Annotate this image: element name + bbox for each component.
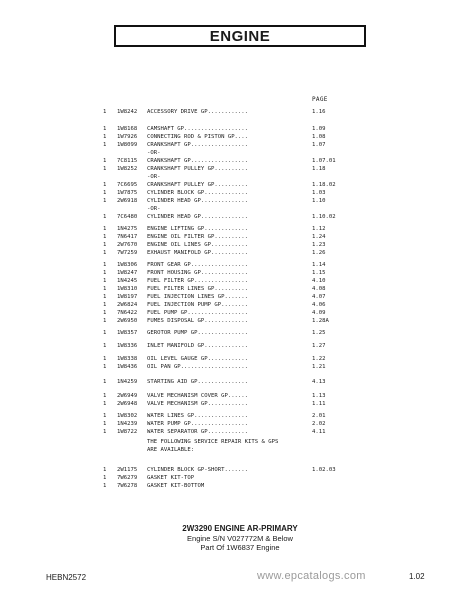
page-reference: 1.10.02 [312, 214, 336, 220]
item-quantity: 1 [103, 214, 107, 220]
page-reference: 1.27 [312, 343, 326, 349]
part-description: CAMSHAFT GP................... [147, 126, 249, 132]
item-quantity: 1 [103, 467, 107, 473]
part-number: 2W7670 [117, 242, 138, 248]
part-number: 1W8336 [117, 343, 138, 349]
part-description: -OR- [147, 174, 161, 180]
item-quantity: 1 [103, 475, 107, 481]
item-quantity: 1 [103, 278, 107, 284]
part-number: 1W8357 [117, 330, 138, 336]
item-quantity: 1 [103, 286, 107, 292]
part-description: CYLINDER HEAD GP.............. [147, 198, 249, 204]
item-quantity: 1 [103, 182, 107, 188]
item-quantity: 1 [103, 198, 107, 204]
page-reference: 4.10 [312, 278, 326, 284]
part-description: CYLINDER BLOCK GP............. [147, 190, 249, 196]
page-reference: 1.18.02 [312, 182, 336, 188]
item-quantity: 1 [103, 364, 107, 370]
part-number: 1W7875 [117, 190, 138, 196]
page-reference: 1.12 [312, 226, 326, 232]
part-description: CRANKSHAFT GP................. [147, 158, 249, 164]
part-number: 1N4245 [117, 278, 138, 284]
item-quantity: 1 [103, 413, 107, 419]
part-description: INLET MANIFOLD GP............. [147, 343, 249, 349]
page-reference: 1.28A [312, 318, 329, 324]
item-quantity: 1 [103, 109, 107, 115]
part-description: CYLINDER HEAD GP.............. [147, 214, 249, 220]
part-description: FUEL FILTER LINES GP.......... [147, 286, 249, 292]
part-description: OIL LEVEL GAUGE GP............ [147, 356, 249, 362]
section-title: ENGINE [114, 25, 366, 47]
page-reference: 1.09 [312, 126, 326, 132]
part-number: 1W8338 [117, 356, 138, 362]
part-description: WATER SEPARATOR GP............ [147, 429, 249, 435]
part-number: 7C6480 [117, 214, 138, 220]
part-number: 7W6279 [117, 475, 138, 481]
part-description: WATER LINES GP................ [147, 413, 249, 419]
part-description: CRANKSHAFT PULLEY GP.......... [147, 182, 249, 188]
part-description: FUEL INJECTION LINES GP....... [147, 294, 249, 300]
part-number: 1W8310 [117, 286, 138, 292]
part-description: GASKET KIT-TOP [147, 475, 195, 481]
part-number: 2W6918 [117, 198, 138, 204]
page-reference: 4.11 [312, 429, 326, 435]
page-reference: 1.23 [312, 242, 326, 248]
page-reference: 2.01 [312, 413, 326, 419]
page-reference: 1.14 [312, 262, 326, 268]
item-quantity: 1 [103, 226, 107, 232]
part-description: CRANKSHAFT GP................. [147, 142, 249, 148]
item-quantity: 1 [103, 126, 107, 132]
part-number: 1W8252 [117, 166, 138, 172]
part-number: 2W6948 [117, 401, 138, 407]
part-description: VALVE MECHANISM COVER GP...... [147, 393, 249, 399]
part-number: 2W6824 [117, 302, 138, 308]
page-reference: 1.03 [312, 190, 326, 196]
part-description: -OR- [147, 206, 161, 212]
part-number: 7C8115 [117, 158, 138, 164]
item-quantity: 1 [103, 134, 107, 140]
part-number: 1W8197 [117, 294, 138, 300]
part-description: ACCESSORY DRIVE GP............ [147, 109, 249, 115]
page-reference: 1.16 [312, 109, 326, 115]
part-number: 7N6422 [117, 310, 138, 316]
part-description: FRONT HOUSING GP.............. [147, 270, 249, 276]
item-quantity: 1 [103, 190, 107, 196]
page-reference: 4.13 [312, 379, 326, 385]
item-quantity: 1 [103, 318, 107, 324]
footer-part-of: Part Of 1W6837 Engine [200, 543, 280, 552]
part-number: 7N6417 [117, 234, 138, 240]
page-reference: 4.08 [312, 286, 326, 292]
part-description: CONNECTING ROD & PISTON GP.... [147, 134, 249, 140]
item-quantity: 1 [103, 262, 107, 268]
page-reference: 1.07 [312, 142, 326, 148]
page-reference: 4.09 [312, 310, 326, 316]
part-number: 1W8099 [117, 142, 138, 148]
part-number: 1N4259 [117, 379, 138, 385]
part-description: ENGINE LIFTING GP............. [147, 226, 249, 232]
footer-serial: Engine S/N V027772M & Below [187, 534, 293, 543]
item-quantity: 1 [103, 234, 107, 240]
part-number: 7W6278 [117, 483, 138, 489]
page-reference: 4.06 [312, 302, 326, 308]
page-reference: 1.18 [312, 166, 326, 172]
part-description: OIL PAN GP.................... [147, 364, 249, 370]
item-quantity: 1 [103, 421, 107, 427]
part-description: ENGINE OIL LINES GP........... [147, 242, 249, 248]
page-column-header: PAGE [312, 96, 328, 103]
part-description: WATER PUMP GP................. [147, 421, 249, 427]
part-description: -OR- [147, 150, 161, 156]
part-number: 1W8722 [117, 429, 138, 435]
page-reference: 1.21 [312, 364, 326, 370]
page-reference: 1.25 [312, 330, 326, 336]
page-reference: 1.07.01 [312, 158, 336, 164]
part-number: 1W8436 [117, 364, 138, 370]
document-id: HEBN2572 [46, 573, 87, 582]
item-quantity: 1 [103, 294, 107, 300]
part-number: 2W6949 [117, 393, 138, 399]
part-number: 1N4239 [117, 421, 138, 427]
part-number: 2W1175 [117, 467, 138, 473]
part-description: ENGINE OIL FILTER GP.......... [147, 234, 249, 240]
part-description: GASKET KIT-BOTTOM [147, 483, 205, 489]
part-number: 1W8168 [117, 126, 138, 132]
part-description: EXHAUST MANIFOLD GP........... [147, 250, 249, 256]
part-description: CYLINDER BLOCK GP-SHORT....... [147, 467, 249, 473]
part-number: 1W8247 [117, 270, 138, 276]
item-quantity: 1 [103, 483, 107, 489]
part-description: VALVE MECHANISM GP............ [147, 401, 249, 407]
part-number: 1W8302 [117, 413, 138, 419]
item-quantity: 1 [103, 270, 107, 276]
part-number: 1N4275 [117, 226, 138, 232]
part-description: FRONT GEAR GP................. [147, 262, 249, 268]
page-reference: 1.10 [312, 198, 326, 204]
part-description: FUMES DISPOSAL GP............. [147, 318, 249, 324]
page-reference: 1.02.03 [312, 467, 336, 473]
footer-title: 2W3290 ENGINE AR-PRIMARY [182, 524, 298, 533]
item-quantity: 1 [103, 166, 107, 172]
part-description: FUEL INJECTION PUMP GP........ [147, 302, 249, 308]
item-quantity: 1 [103, 330, 107, 336]
page-reference: 1.26 [312, 250, 326, 256]
item-quantity: 1 [103, 393, 107, 399]
item-quantity: 1 [103, 250, 107, 256]
page-number: 1.02 [409, 572, 425, 581]
part-number: 1W8306 [117, 262, 138, 268]
item-quantity: 1 [103, 158, 107, 164]
page-reference: 1.15 [312, 270, 326, 276]
item-quantity: 1 [103, 401, 107, 407]
page-reference: 1.22 [312, 356, 326, 362]
page-reference: 4.07 [312, 294, 326, 300]
item-quantity: 1 [103, 302, 107, 308]
part-number: 2W6950 [117, 318, 138, 324]
item-quantity: 1 [103, 343, 107, 349]
part-number: 7W7259 [117, 250, 138, 256]
page-reference: 2.02 [312, 421, 326, 427]
service-note-line-1: THE FOLLOWING SERVICE REPAIR KITS & GPS [147, 439, 279, 445]
part-description: FUEL FILTER GP................ [147, 278, 249, 284]
item-quantity: 1 [103, 356, 107, 362]
item-quantity: 1 [103, 142, 107, 148]
item-quantity: 1 [103, 242, 107, 248]
part-description: FUEL PUMP GP.................. [147, 310, 249, 316]
service-note-line-2: ARE AVAILABLE: [147, 447, 195, 453]
item-quantity: 1 [103, 429, 107, 435]
page-reference: 1.08 [312, 134, 326, 140]
part-description: GEROTOR PUMP GP............... [147, 330, 249, 336]
part-description: STARTING AID GP............... [147, 379, 249, 385]
item-quantity: 1 [103, 310, 107, 316]
watermark-link[interactable]: www.epcatalogs.com [257, 570, 366, 582]
part-number: 7C6695 [117, 182, 138, 188]
part-number: 1W8242 [117, 109, 138, 115]
page-reference: 1.13 [312, 393, 326, 399]
item-quantity: 1 [103, 379, 107, 385]
part-description: CRANKSHAFT PULLEY GP.......... [147, 166, 249, 172]
part-number: 1W7926 [117, 134, 138, 140]
page-reference: 1.11 [312, 401, 326, 407]
page-reference: 1.24 [312, 234, 326, 240]
